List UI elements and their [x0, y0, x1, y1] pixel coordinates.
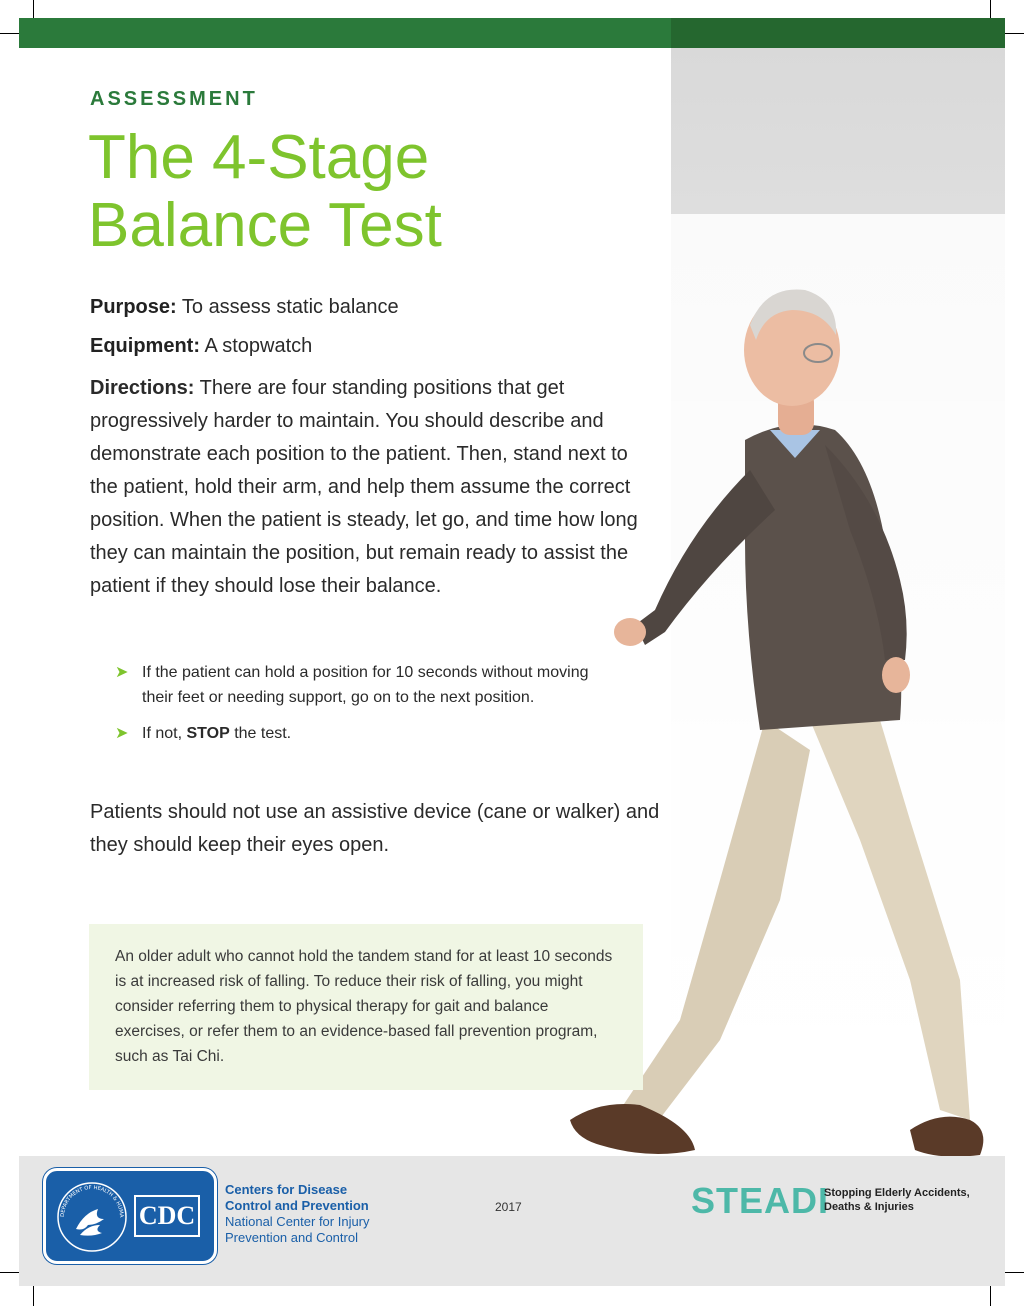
steadi-tagline-line-2: Deaths & Injuries [824, 1201, 914, 1213]
bullet-text: If the patient can hold a position for 10 seconds without moving their feet or needing support, go on to the next position. [142, 664, 589, 706]
risk-callout-box [89, 924, 643, 1090]
page-title [88, 124, 442, 260]
assistive-device-note: Patients should not use an assistive device (cane or walker) and they should keep their eyes open. [90, 801, 660, 856]
svg-text:DEPARTMENT OF HEALTH & HUMAN S [54, 1179, 124, 1218]
footer-band [19, 1156, 1005, 1286]
cdc-agency-name [225, 1182, 370, 1246]
purpose-field [90, 296, 399, 319]
title-line-1: The 4-Stage [88, 123, 430, 192]
cdc-name-line-4: Prevention and Control [225, 1230, 358, 1245]
directions-label: Directions: [90, 377, 195, 399]
cdc-name-line-3: National Center for Injury [225, 1214, 370, 1229]
hhs-seal-icon [54, 1179, 130, 1255]
hhs-cdc-logo [43, 1168, 217, 1264]
bullet-text-suffix: the test. [229, 725, 292, 742]
steadi-tagline [824, 1186, 970, 1214]
cdc-name-line-1: Centers for Disease [225, 1182, 348, 1197]
bullet-text-prefix: If not, [142, 725, 187, 742]
purpose-label: Purpose: [90, 296, 177, 318]
eyebrow-label: ASSESSMENT [90, 88, 258, 110]
purpose-value: To assess static balance [176, 296, 399, 318]
header-band [19, 18, 671, 48]
bullet-list [115, 660, 595, 746]
directions-value: There are four standing positions that get progressively harder to maintain. You should describe and demonstrate each position to the patient. Then, stand next to the patient, hold their arm, and help them assume the correct position. When the patient is steady, let go, and time how long they can maintain the position, but remain ready to assist the patient if they should lose their balance. [90, 377, 638, 597]
arrow-right-icon: ➤ [115, 725, 129, 742]
publication-year: 2017 [495, 1200, 522, 1214]
equipment-label: Equipment: [90, 335, 200, 357]
equipment-field [90, 335, 312, 358]
hhs-seal-text: DEPARTMENT OF HEALTH & HUMA [59, 1184, 125, 1218]
cdc-logo-box [134, 1195, 200, 1237]
list-item [115, 721, 595, 746]
cdc-logo-text: CDC [138, 1201, 196, 1230]
bullet-text-strong: STOP [186, 725, 230, 742]
equipment-value: A stopwatch [200, 335, 313, 357]
callout-text: An older adult who cannot hold the tandem stand for at least 10 seconds is at increased risk of falling. To reduce their risk of falling, you might consider referring them to physical therapy for gait and balance exercises, or refer them to an evidence-based fall prevention program, such as Tai Chi. [115, 948, 613, 1065]
list-item [115, 660, 595, 710]
steadi-tagline-line-1: Stopping Elderly Accidents, [824, 1187, 970, 1199]
title-line-2: Balance Test [88, 191, 442, 260]
steadi-logo: STEADI [691, 1180, 830, 1221]
header-band-dark [671, 18, 1005, 48]
cdc-name-line-2: Control and Prevention [225, 1198, 369, 1213]
arrow-right-icon: ➤ [115, 664, 129, 681]
directions-paragraph [90, 372, 650, 603]
